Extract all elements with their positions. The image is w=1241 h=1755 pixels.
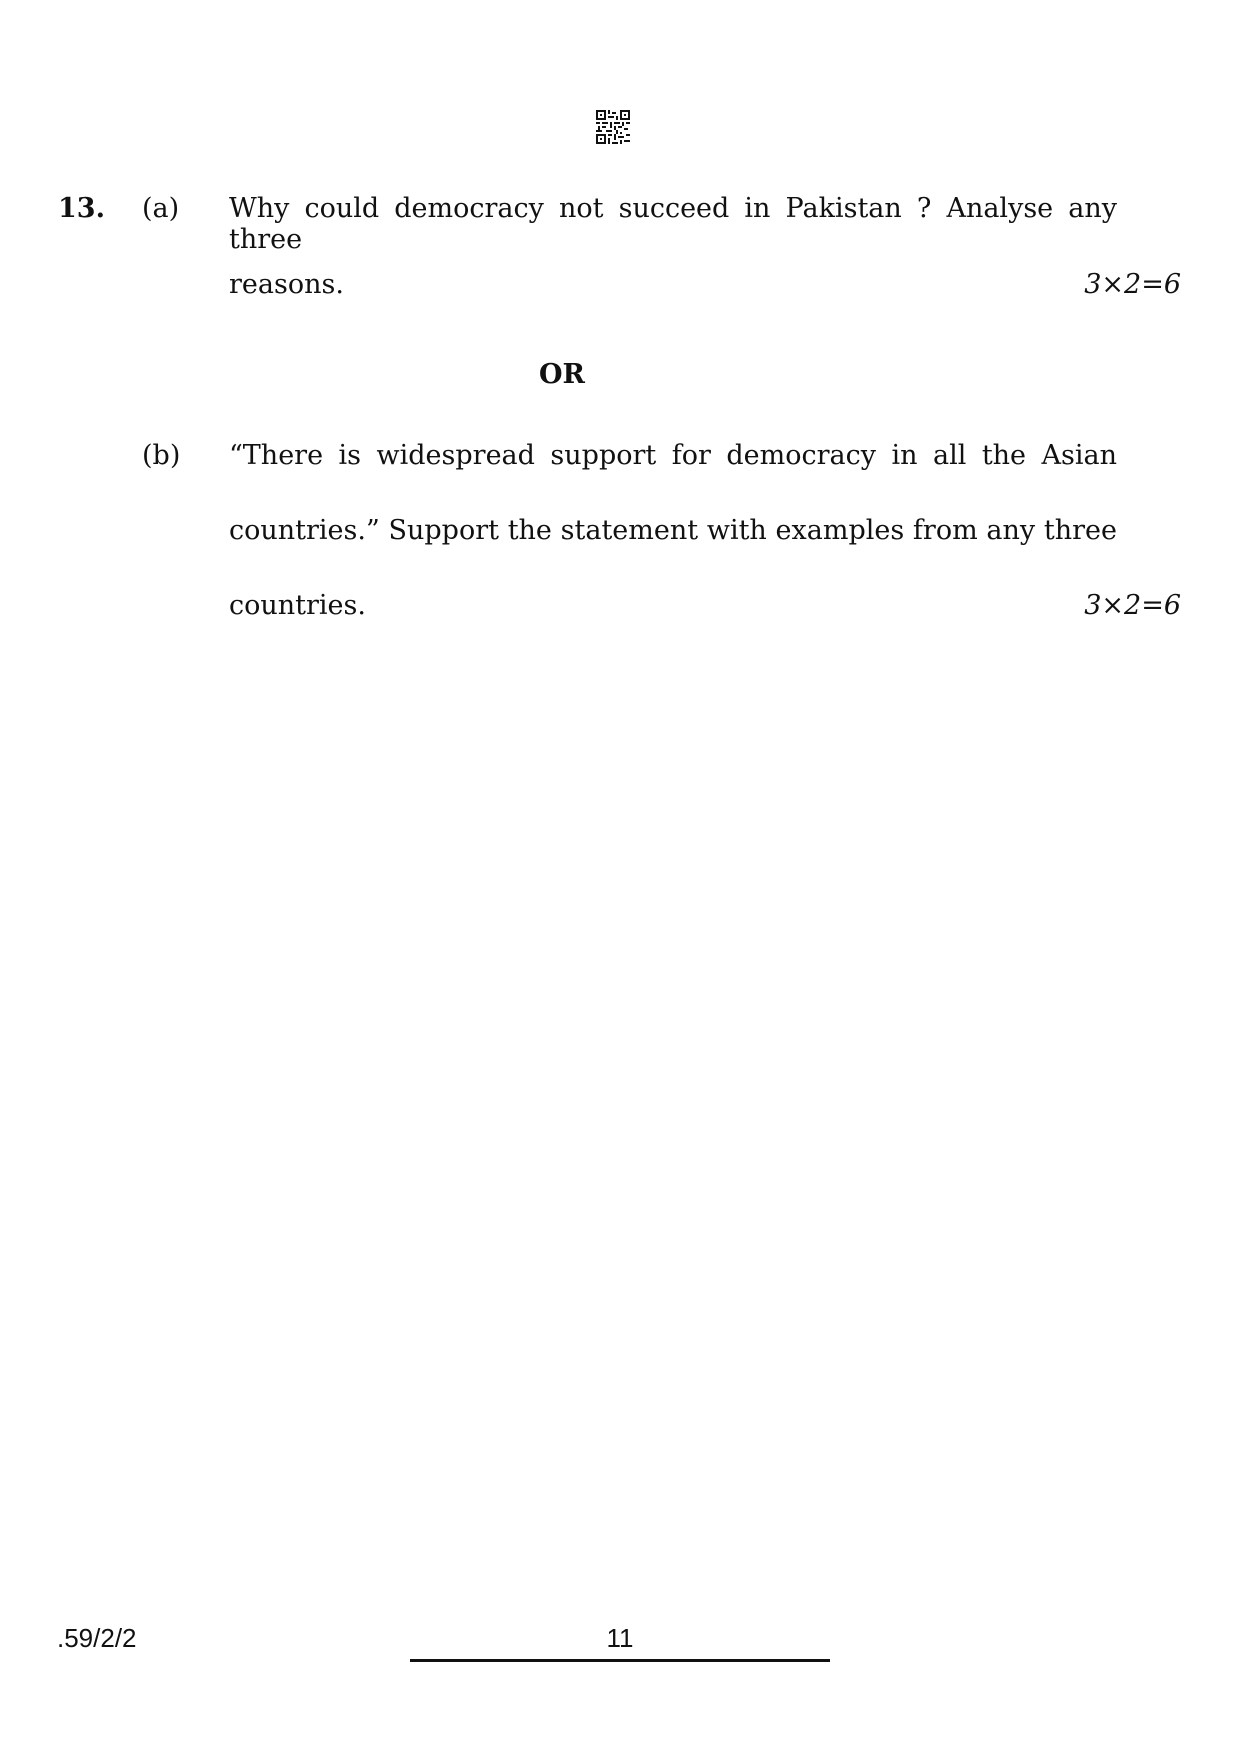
paper-code: .59/2/2	[57, 1623, 137, 1653]
page-number: 11	[606, 1623, 634, 1653]
part-b-label: (b)	[142, 440, 181, 471]
part-b-line-1: “There is widespread support for democracy in all the Asian	[229, 440, 1117, 471]
part-b-marks: 3×2=6	[1084, 590, 1181, 621]
part-a-label: (a)	[142, 193, 180, 224]
part-b-line-3: countries.	[229, 590, 366, 621]
question-number: 13.	[58, 193, 105, 224]
part-a-line-1: Why could democracy not succeed in Pakistan ? Analyse any three	[229, 193, 1117, 255]
part-b-line-2: countries.” Support the statement with examples from any three	[229, 515, 1117, 546]
footer-divider	[410, 1659, 830, 1662]
or-separator: OR	[539, 359, 585, 390]
part-a-line-2: reasons.	[229, 269, 344, 300]
qr-code-icon	[596, 110, 630, 144]
part-a-marks: 3×2=6	[1084, 269, 1181, 300]
